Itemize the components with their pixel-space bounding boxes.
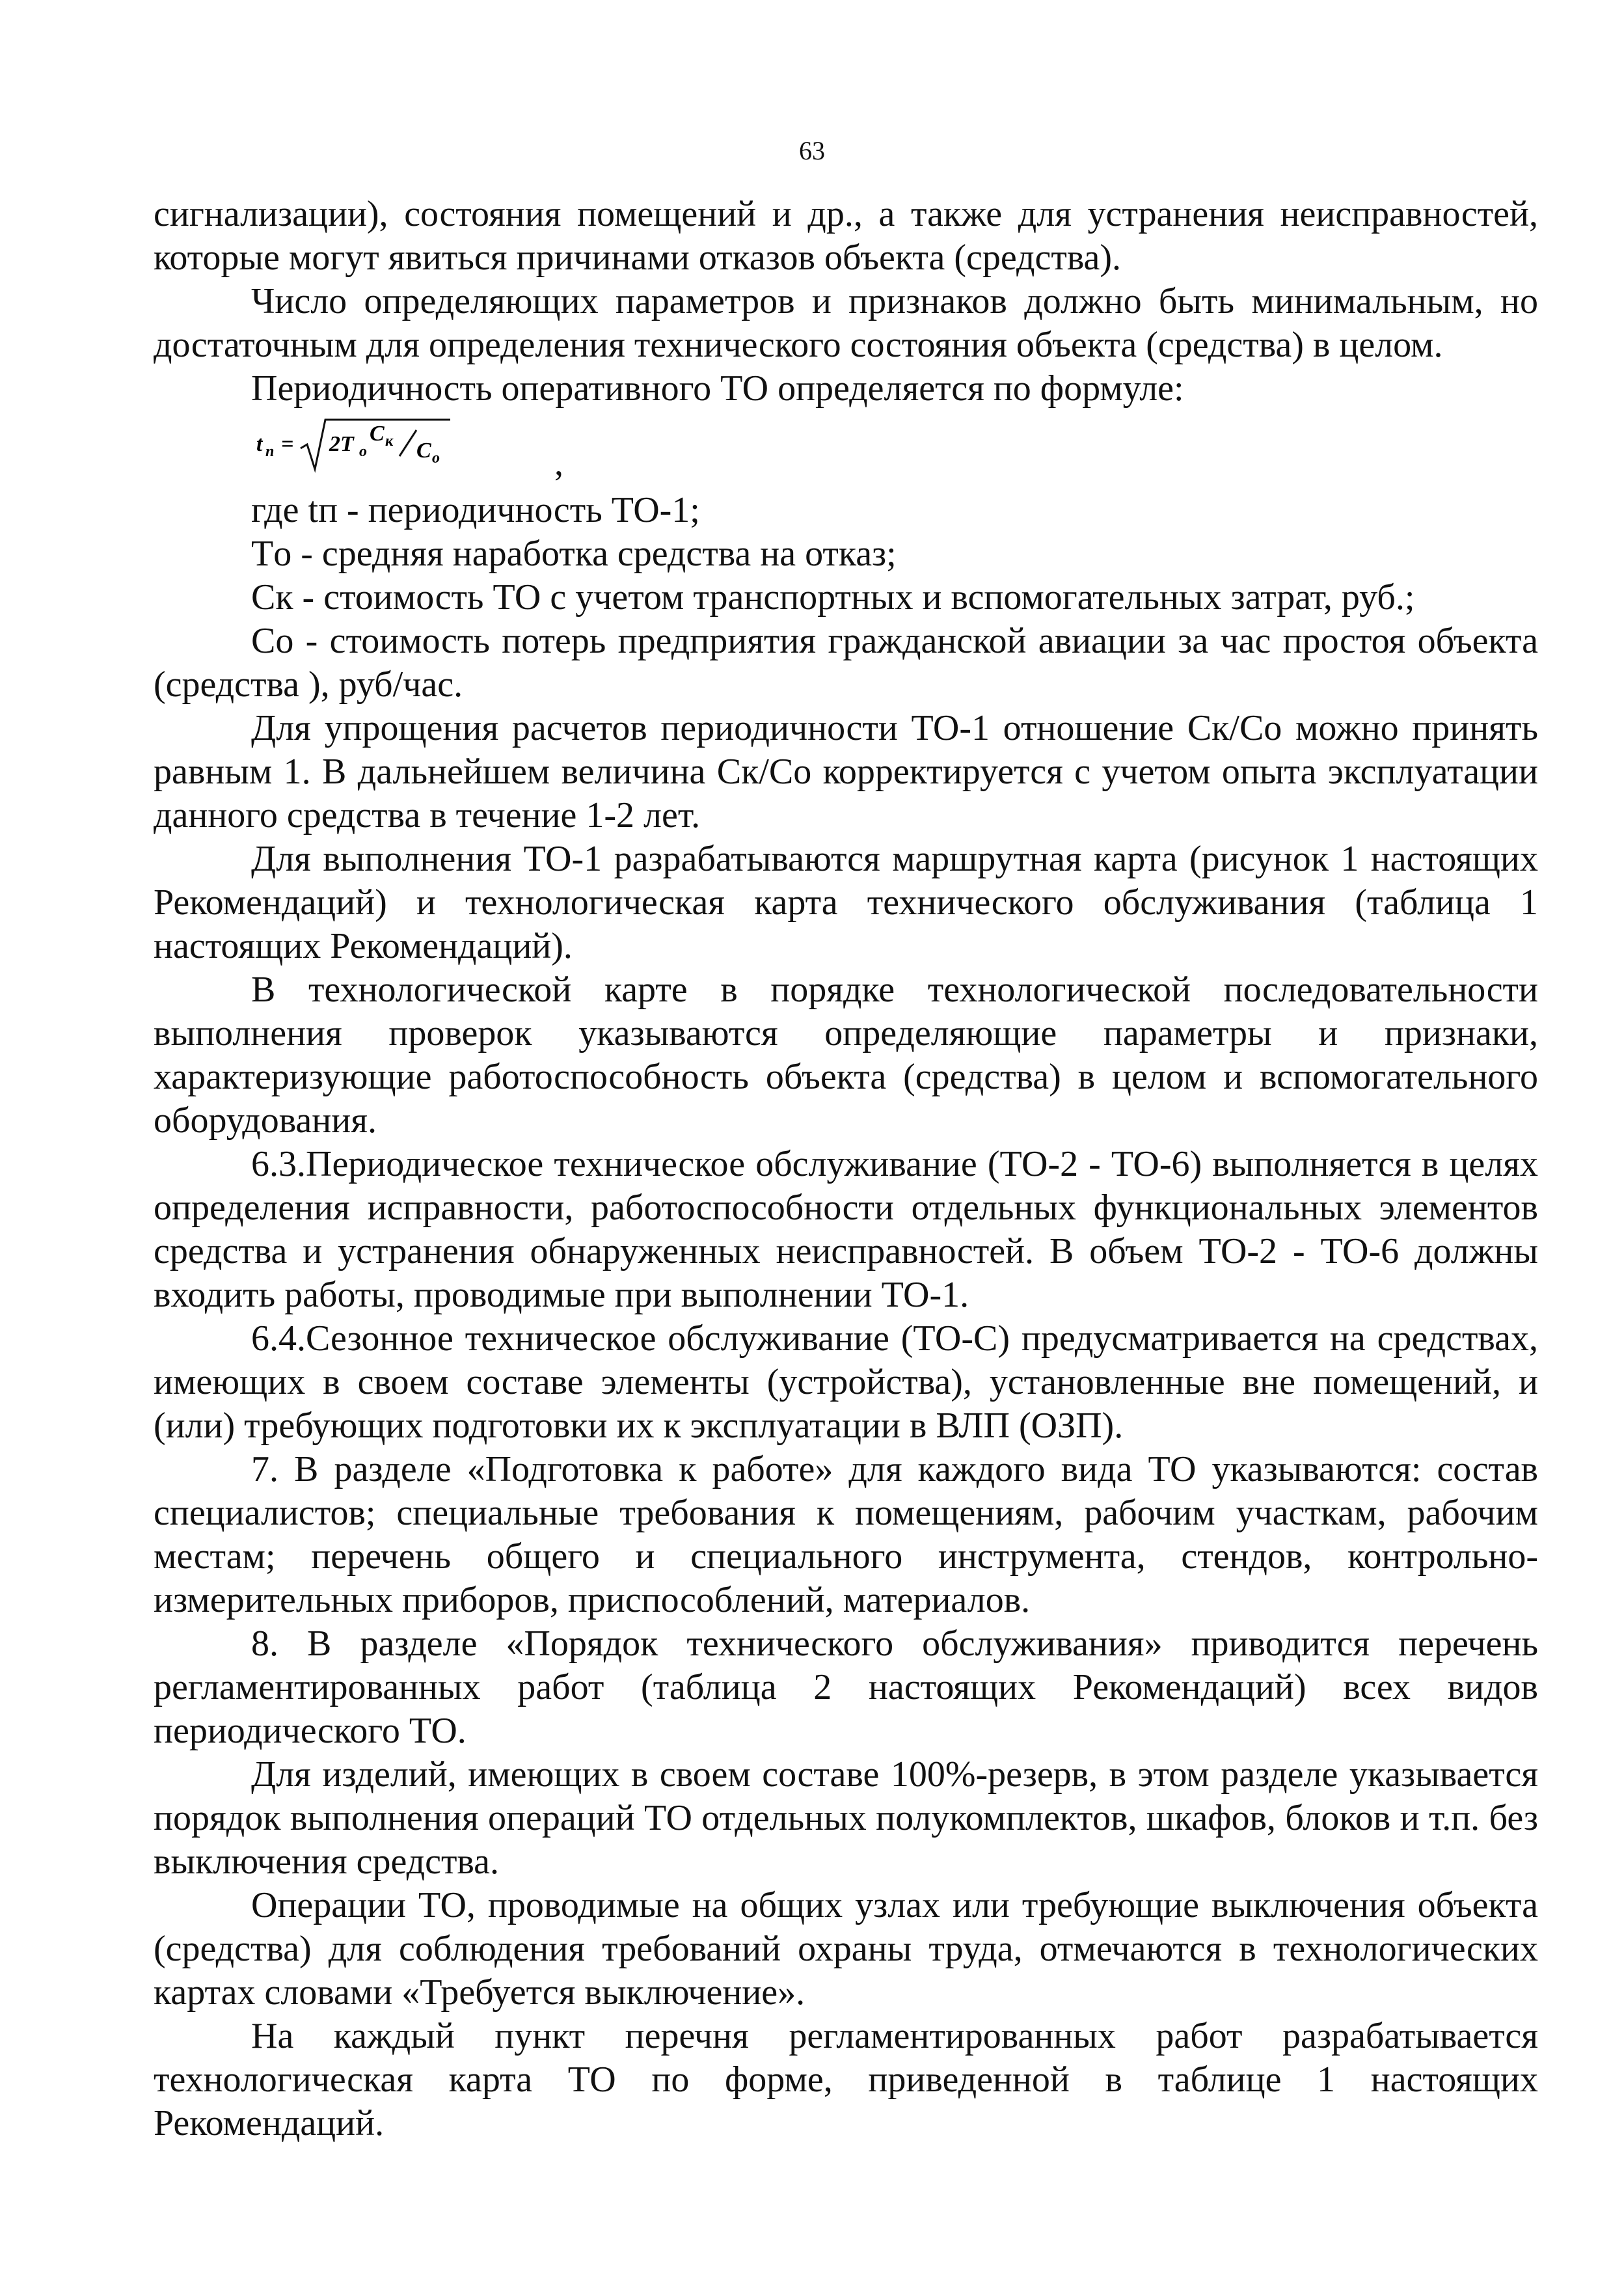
document-body: [154, 193, 1538, 2145]
svg-text:2T: 2T: [329, 432, 354, 456]
svg-text:о: о: [432, 450, 440, 467]
definition-tp: где tп - периодичность ТО-1;: [251, 490, 700, 530]
svg-text:C: C: [416, 439, 431, 463]
svg-text:п: п: [265, 443, 275, 460]
definition-co: Cо - стоимость потерь предприятия гражданской авиации за час простоя объекта (средства ), руб/час.: [154, 621, 1538, 705]
paragraph: Число определяющих параметров и признаков должно быть минимальным, но достаточным для определения технического состояния объекта (средства) в целом.: [154, 281, 1538, 365]
svg-text:C: C: [370, 422, 385, 446]
paragraph: Для выполнения ТО-1 разрабатываются маршрутная карта (рисунок 1 настоящих Рекомендаций) и технологическая карта технического обслуживания (таблица 1 настоящих Рекомендаций).: [154, 839, 1538, 966]
paragraph: Для упрощения расчетов периодичности ТО-1 отношение Cк/Cо можно принять равным 1. В дальнейшем величина Cк/Cо корректируется с учетом опыта эксплуатации данного средства в течение 1-2 лет.: [154, 708, 1538, 835]
paragraph: 6.3.Периодическое техническое обслуживание (ТО-2 - ТО-6) выполняется в целях определения исправности, работоспособности отдельных функциональных элементов средства и устранения обнаруженных неисправностей. В объем ТО-2 - ТО-6 должны входить работы, проводимые при выполнении ТО-1.: [154, 1144, 1538, 1315]
periodicity-formula: [255, 411, 1538, 489]
paragraph: В технологической карте в порядке технологической последовательности выполнения проверок указываются определяющие параметры и признаки, характеризующие работоспособность объекта (средства) в целом и вспомогательного оборудования.: [154, 970, 1538, 1141]
svg-text:t: t: [256, 432, 263, 456]
svg-text:к: к: [385, 433, 394, 450]
svg-text:=: =: [281, 432, 294, 456]
paragraph: 6.4.Сезонное техническое обслуживание (ТО-С) предусматривается на средствах, имеющих в своем составе элементы (устройства), установленные вне помещений, и (или) требующих подготовки их к эксплуатации в ВЛП (ОЗП).: [154, 1318, 1538, 1446]
definition-to: Tо - средняя наработка средства на отказ;: [251, 534, 897, 574]
page-number: 63: [799, 136, 825, 165]
paragraph: 7. В разделе «Подготовка к работе» для каждого вида ТО указываются: состав специалистов; специальные требования к помещениям, рабочим участкам, рабочим местам; перечень общего и специального инструмента, стендов, контрольно-измерительных приборов, приспособлений, материалов.: [154, 1449, 1538, 1620]
paragraph: 8. В разделе «Порядок технического обслуживания» приводится перечень регламентированных работ (таблица 2 настоящих Рекомендаций) всех видов периодического ТО.: [154, 1623, 1538, 1751]
paragraph: На каждый пункт перечня регламентированных работ разрабатывается технологическая карта ТО по форме, приведенной в таблице 1 настоящих Рекомендаций.: [154, 2016, 1538, 2143]
formula-image: [255, 411, 541, 482]
paragraph: Операции ТО, проводимые на общих узлах или требующие выключения объекта (средства) для соблюдения требований охраны труда, отмечаются в технологических картах словами «Требуется выключение».: [154, 1885, 1538, 2013]
svg-text:о: о: [359, 443, 367, 460]
formula-comma: ,: [554, 443, 563, 483]
definition-ck: Cк - стоимость ТО с учетом транспортных и вспомогательных затрат, руб.;: [251, 577, 1415, 618]
paragraph: Периодичность оперативного ТО определяется по формуле:: [251, 368, 1184, 409]
paragraph: сигнализации), состояния помещений и др., а также для устранения неисправностей, которые могут явиться причинами отказов объекта (средства).: [154, 194, 1538, 278]
paragraph: Для изделий, имеющих в своем составе 100%-резерв, в этом разделе указывается порядок выполнения операций ТО отдельных полукомплектов, шкафов, блоков и т.п. без выключения средства.: [154, 1754, 1538, 1882]
